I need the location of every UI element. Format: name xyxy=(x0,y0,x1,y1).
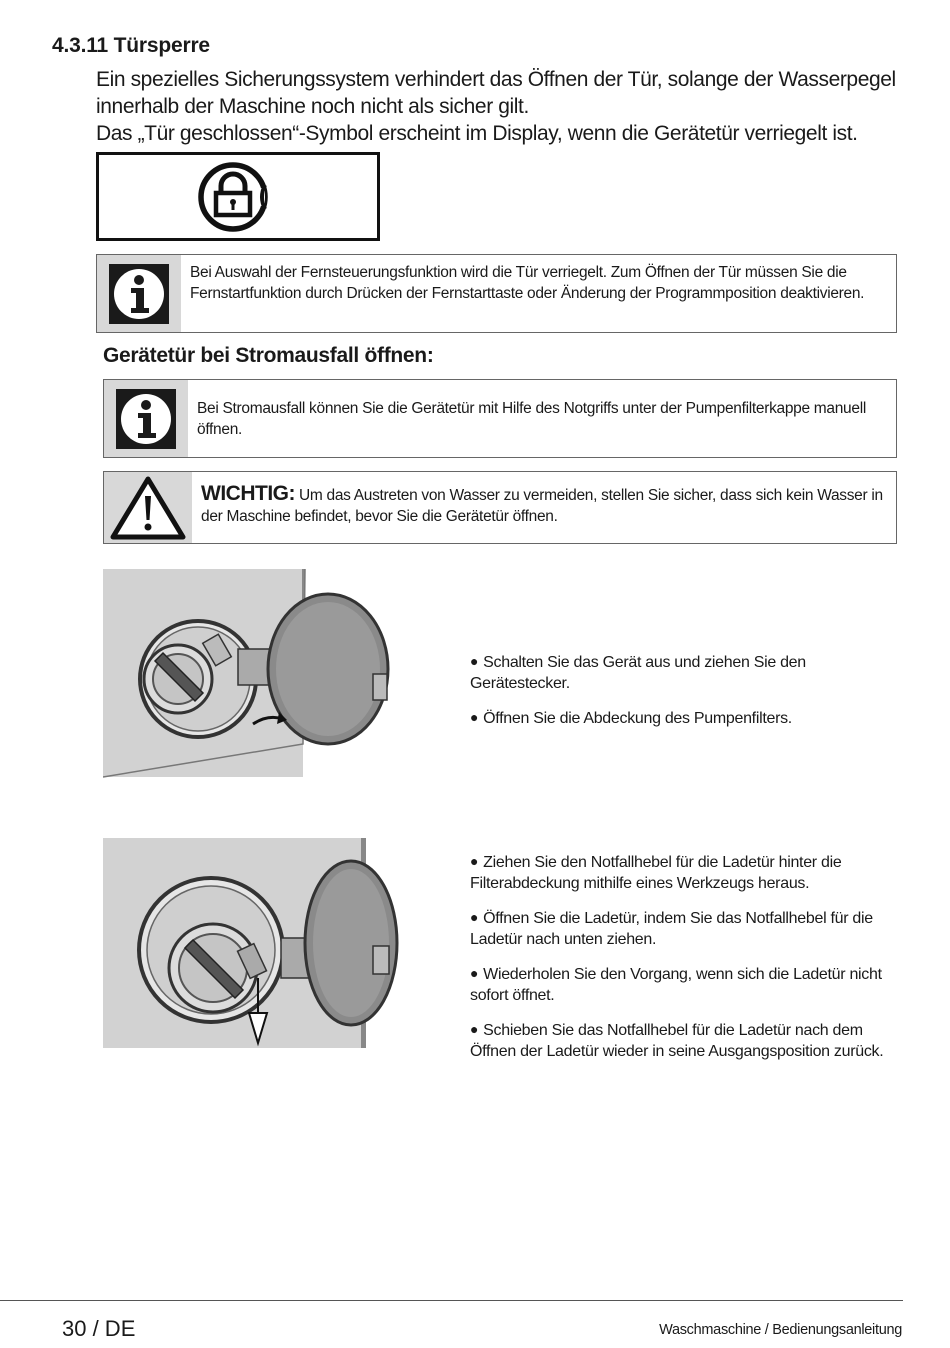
section-title: 4.3.11 Türsperre xyxy=(52,34,210,57)
bullet-icon: ● xyxy=(470,709,479,725)
subsection-title: Gerätetür bei Stromausfall öffnen: xyxy=(103,344,434,367)
display-symbol-box xyxy=(96,152,380,241)
footer-title: Waschmaschine / Bedienungsanleitung xyxy=(659,1322,902,1338)
list-item: ● Wiederholen Sie den Vorgang, wenn sich die Ladetür nicht sofort öffnet. xyxy=(470,965,882,1004)
info-note-text: Bei Stromausfall können Sie die Gerätetür mit Hilfe des Notgriffs unter der Pumpenfilterkappe manuell öffnen. xyxy=(197,400,866,438)
info-icon xyxy=(109,264,169,324)
pump-filter-cover-open-illustration xyxy=(103,569,403,779)
page-number: 30 / DE xyxy=(62,1316,136,1341)
info-note-text: Bei Auswahl der Fernsteuerungsfunktion wird die Tür verriegelt. Zum Öffnen der Tür müssen Sie die Fernstartfunktion durch Drücken der Fernstarttaste oder Änderung der Programmposition deaktivieren. xyxy=(190,264,865,302)
intro-paragraph: Ein spezielles Sicherungssystem verhindert das Öffnen der Tür, solange der Wasserpegel innerhalb der Maschine noch nicht als sicher gilt. xyxy=(96,68,896,118)
intro-text xyxy=(96,66,916,147)
list-item: ● Schalten Sie das Gerät aus und ziehen Sie den Gerätestecker. xyxy=(470,653,806,692)
list-item: ● Öffnen Sie die Abdeckung des Pumpenfilters. xyxy=(470,709,792,727)
warning-icon-cell xyxy=(104,472,192,543)
step-list-2 xyxy=(470,852,895,1076)
list-item: ● Öffnen Sie die Ladetür, indem Sie das Notfallhebel für die Ladetür nach unten ziehen. xyxy=(470,909,873,948)
list-item: ● Schieben Sie das Notfallhebel für die Ladetür nach dem Öffnen der Ladetür wieder in seine Ausgangsposition zurück. xyxy=(470,1021,884,1060)
step-list-1 xyxy=(470,652,890,743)
emergency-lever-pull-illustration xyxy=(103,838,403,1050)
bullet-icon: ● xyxy=(470,965,479,981)
door-locked-icon xyxy=(195,157,275,237)
info-icon-cell xyxy=(104,380,188,457)
info-note-power xyxy=(103,379,897,458)
info-icon-cell xyxy=(97,255,181,332)
bullet-icon: ● xyxy=(470,1021,479,1037)
info-note-remote xyxy=(96,254,897,333)
intro-paragraph: Das „Tür geschlossen“-Symbol erscheint im Display, wenn die Gerätetür verriegelt ist. xyxy=(96,122,858,145)
warning-triangle-icon xyxy=(110,476,186,540)
bullet-icon: ● xyxy=(470,853,479,869)
warning-label: WICHTIG: xyxy=(201,482,295,505)
warning-text-block xyxy=(192,472,896,543)
bullet-icon: ● xyxy=(470,909,479,925)
warning-text: Um das Austreten von Wasser zu vermeiden, stellen Sie sicher, dass sich kein Wasser in der Maschine befindet, bevor Sie die Gerätetür öffnen. xyxy=(201,487,883,525)
footer-divider xyxy=(0,1300,903,1301)
list-item: ● Ziehen Sie den Notfallhebel für die Ladetür hinter die Filterabdeckung mithilfe eines Werkzeugs heraus. xyxy=(470,853,842,892)
warning-note xyxy=(103,471,897,544)
info-icon xyxy=(116,389,176,449)
bullet-icon: ● xyxy=(470,653,479,669)
